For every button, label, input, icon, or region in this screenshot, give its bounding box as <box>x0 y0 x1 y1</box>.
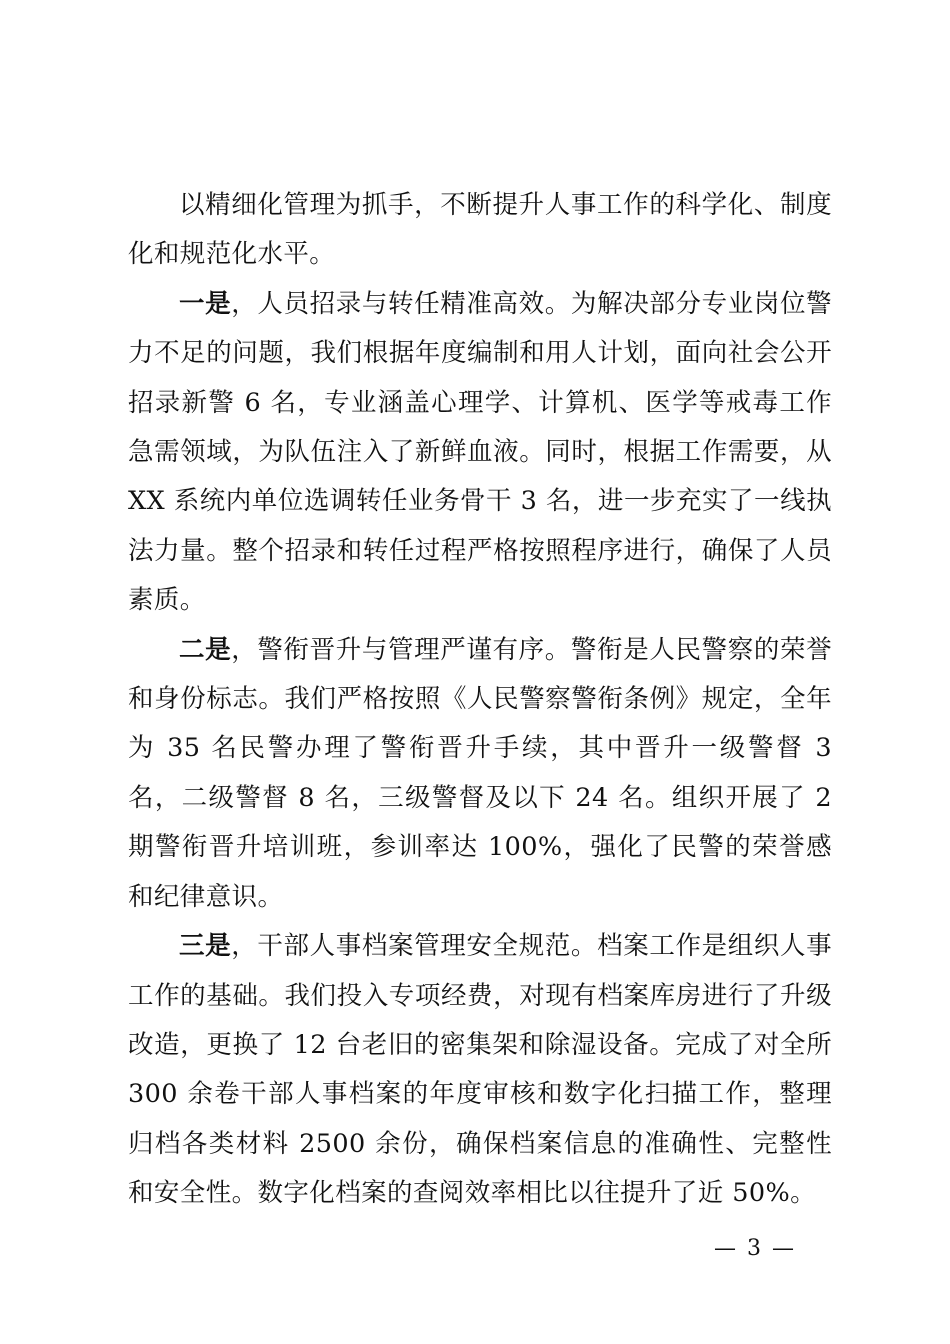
section-lead-2: 二是 <box>179 634 232 665</box>
document-body <box>128 181 832 1219</box>
section-lead-3: 三是 <box>179 931 232 962</box>
intro-paragraph <box>128 181 832 280</box>
section-paragraph-1 <box>128 280 832 626</box>
intro-text: 以精细化管理为抓手，不断提升人事工作的科学化、制度化和规范化水平。 <box>128 190 832 270</box>
section-text-3: ，干部人事档案管理安全规范。档案工作是组织人事工作的基础。我们投入专项经费，对现有档案库房进行了升级改造，更换了 12 台老旧的密集架和除湿设备。完成了对全所 300 余卷干部人事档案的年度审核和数字化扫描工作，整理归档各类材料 2500 余份，确保档案信息的准确性、完整性和安全性。数字化档案的查阅效率相比以往提升了近 50%。 <box>128 931 832 1209</box>
section-text-1: ，人员招录与转任精准高效。为解决部分专业岗位警力不足的问题，我们根据年度编制和用人计划，面向社会公开招录新警 6 名，专业涵盖心理学、计算机、医学等戒毒工作急需领域，为队伍注入了新鲜血液。同时，根据工作需要，从 XX 系统内单位选调转任业务骨干 3 名，进一步充实了一线执法力量。整个招录和转任过程严格按照程序进行，确保了人员素质。 <box>128 288 832 616</box>
page-number: — 3 — <box>714 1236 796 1261</box>
section-paragraph-2 <box>128 626 832 922</box>
section-text-2: ，警衔晋升与管理严谨有序。警衔是人民警察的荣誉和身份标志。我们严格按照《人民警察警衔条例》规定，全年为 35 名民警办理了警衔晋升手续，其中晋升一级警督 3 名，二级警督 8 名，三级警督及以下 24 名。组织开展了 2 期警衔晋升培训班，参训率达 100%，强化了民警的荣誉感和纪律意识。 <box>128 634 832 912</box>
section-paragraph-3 <box>128 922 832 1218</box>
section-lead-1: 一是 <box>179 288 232 319</box>
